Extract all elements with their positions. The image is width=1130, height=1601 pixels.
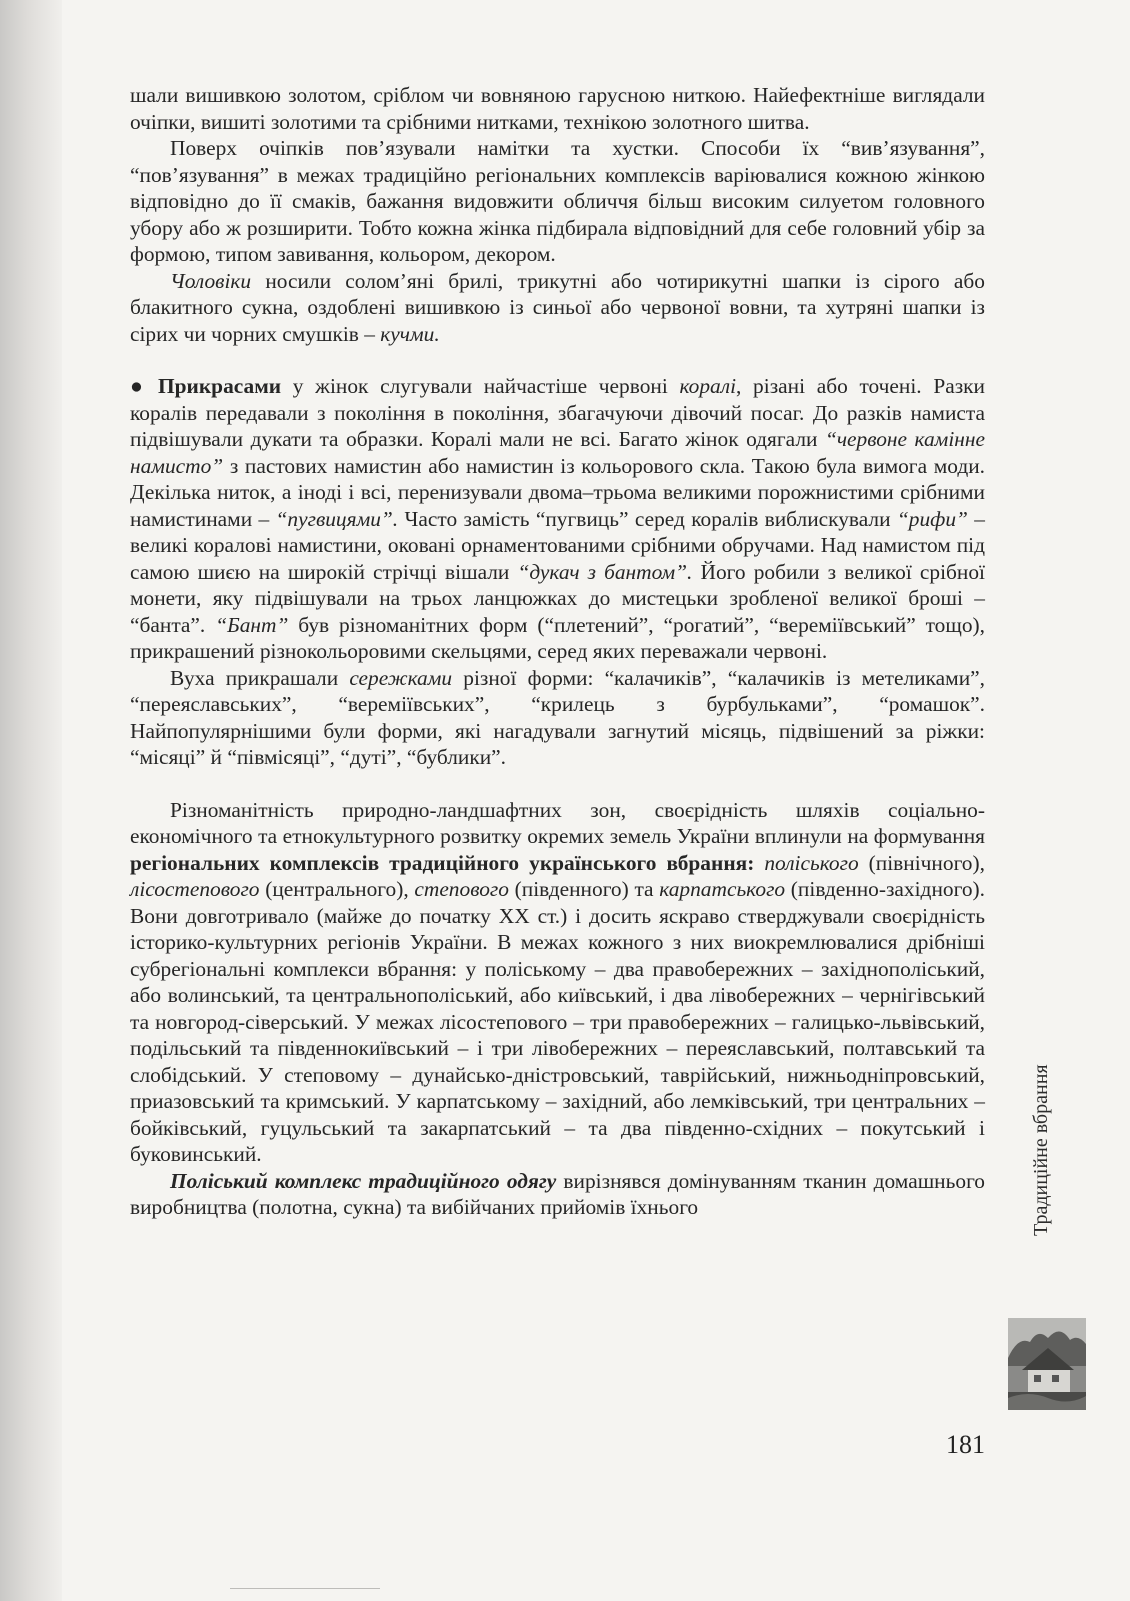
text-run: коралі	[679, 374, 737, 398]
text-run: – великі коралові намистини, оковані орнаментованими срібними обручами. Над намистом під самою шиєю на широкій стрічці вішали	[130, 506, 985, 584]
text-run: лісостепового	[130, 877, 260, 901]
text-run: різної форми: “калачиків”, “калачиків із метеликами”, “переяславських”, “вереміївських”, “крилець з бурбульками”, “ромашок”. Найпопулярнішими були форми, які нагадували загнутий місяць, підвішений за ріжки: “місяці” й “півмісяці”, “дуті”, “бублики”.	[130, 665, 986, 769]
text-run: кучми.	[380, 321, 440, 346]
text-run: Поверх очіпків пов’язували намітки та хустки. Способи їх “вив’язування”, “пов’язування” в межах традиційно регіональних комплексів варіювалися кожною жінкою відповідно до її смаків, бажання видовжити обличчя більш високим силуетом головного убору або ж розширити. Тобто кожна жінка підбирала відповідний для себе головний убір за формою, типом завивання, кольором, декором.	[130, 136, 985, 266]
book-gutter-shadow	[0, 0, 62, 1601]
text-run: Різноманітність природно-ландшафтних зон, своєрідність шляхів соціально-економічного та етнокультурного розвитку окремих земель України вплинули на формування	[130, 797, 985, 848]
text-run: Поліський комплекс традиційного одягу	[170, 1168, 557, 1193]
page-edge-line	[230, 1588, 380, 1589]
text-run: (південно-західного). Вони довготривало (майже до початку XX ст.) і досить яскраво стверджували своєрідність історико-культурних регіонів України. В межах кожного з них виокремлювалися дрібніші субрегіональні комплекси вбрання: у поліському – два правобережних – західнополіський, або волинський, та центральнополіський, або київський, і два лівобережних – чернігівський та новгород-сіверський. У межах лісостепового – три правобережних – галицько-львівський, подільський та південнокиївський – і три лівобережних – переяславський, полтавський та слобідський. У степовому – дунайсько-дністровський, таврійський, нижньодніпровський, приазовський та кримський. У карпатському – західний, або лемківський, три центральних – бойківський, гуцульський та закарпатський – та два південно-східних – покутський і буковинський.	[130, 877, 985, 1166]
text-run	[754, 851, 764, 875]
paragraph-p1	[130, 82, 985, 135]
text-run: (північного),	[858, 850, 985, 875]
text-run: (центрального),	[259, 877, 415, 901]
paragraph-p5	[130, 665, 985, 771]
text-run: сережками	[349, 665, 453, 690]
text-run: шали вишивкою золотом, сріблом чи вовняною гарусною ниткою. Найефектніше виглядали очіпки, вишиті золотими та срібними нитками, технікою золотного шитва.	[130, 83, 985, 134]
page-number: 181	[946, 1430, 985, 1459]
text-run: з пастових намистин або намистин із кольорового скла. Такою була вимога моди. Декілька ниток, а іноді і всі, перенизували двома–трьома великими порожнистими срібними намистинами –	[130, 453, 985, 531]
text-run: у жінок слугували найчастіше червоні	[281, 374, 680, 398]
side-section-title: Традиційне вбрання	[1030, 1064, 1052, 1236]
paragraph-p3	[130, 268, 985, 348]
text-run: , різані або точені. Разки коралів передавали з покоління в покоління, збагачуючи дівочий посаг. До разків намиста підвішували дукати та образки. Коралі мали не всі. Багато жінок одягали	[130, 374, 985, 451]
text-run: (південного) та	[508, 877, 660, 901]
text-run: “пугвицями”.	[275, 506, 399, 531]
paragraph-p7	[130, 1168, 985, 1221]
paragraph-gap	[130, 771, 985, 797]
text-run: “червоне камінне намисто”	[130, 427, 985, 478]
text-run: Прикрасами	[158, 374, 282, 398]
text-run: поліського	[764, 850, 859, 875]
text-run: степового	[414, 877, 509, 901]
text-run: носили солом’яні брилі, трикутні або чотирикутні шапки із сірого або блакитного сукна, оздоблені вишивкою із синьої або червоної вовни, та хутряні шапки із сірих чи чорних смушків –	[130, 268, 985, 346]
text-run: “рифи”	[896, 506, 968, 531]
page-body-text	[130, 82, 985, 1221]
text-run: “Бант”	[215, 612, 289, 637]
text-run: Чоловіки	[170, 268, 252, 293]
paragraph-p4	[130, 373, 985, 665]
text-run: карпатського	[659, 877, 786, 901]
text-run: вирізнявся домінуванням тканин домашнього виробництва (полотна, сукна) та вибійчаних прийомів їхнього	[130, 1168, 986, 1219]
text-run: Його робили з великої срібної монети, яку підвішували на трьох ланцюжках до мистецьки зробленої великої броші – “банта”.	[130, 559, 985, 637]
village-house-icon	[1008, 1318, 1086, 1410]
text-run: був різноманітних форм (“плетений”, “рогатий”, “вереміївський” тощо), прикрашений різнокольоровими скельцями, серед яких переважали червоні.	[130, 612, 986, 663]
text-run: Часто замість “пугвиць” серед коралів виблискували	[398, 506, 897, 531]
text-run: Вуха прикрашали	[170, 665, 350, 690]
text-run: регіональних комплексів традиційного українського вбрання:	[130, 850, 755, 875]
paragraph-gap	[130, 347, 985, 373]
bullet-icon: ●	[130, 374, 143, 398]
paragraph-p6	[130, 797, 985, 1168]
paragraph-p2	[130, 135, 985, 268]
text-run: “дукач з бантом”.	[517, 559, 693, 584]
